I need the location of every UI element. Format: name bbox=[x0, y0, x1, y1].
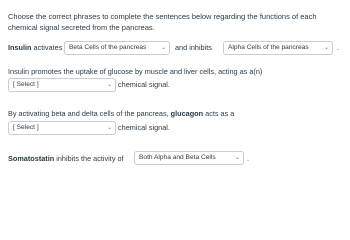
q4-select-value: Both Alpha and Beta Cells bbox=[139, 154, 216, 161]
q1-end: . bbox=[337, 43, 340, 52]
q1-select-b-value: Alpha Cells of the pancreas bbox=[228, 44, 309, 51]
q3-after: chemical signal. bbox=[118, 123, 170, 132]
q2-select[interactable] bbox=[8, 78, 116, 92]
chevron-down-icon: ⌄ bbox=[323, 45, 329, 51]
q4-end: . bbox=[247, 154, 250, 163]
q1-select-a-value: Beta Cells of the pancreas bbox=[69, 44, 147, 51]
q3-subject: glucagon bbox=[170, 109, 204, 118]
q1-subject: Insulin bbox=[8, 43, 32, 52]
q4-select[interactable] bbox=[134, 151, 244, 165]
chevron-down-icon: ⌄ bbox=[234, 155, 240, 161]
q1-sentence-start bbox=[8, 43, 62, 53]
q1-text-b: and inhibits bbox=[175, 43, 212, 52]
q3-select-value: [ Select ] bbox=[13, 124, 39, 131]
q3-text-b: acts as a bbox=[205, 109, 235, 118]
q4-subject: Somatostatin bbox=[8, 154, 55, 163]
q3-sentence bbox=[8, 109, 234, 119]
q2-after: chemical signal. bbox=[118, 80, 170, 89]
q1-select-b[interactable] bbox=[223, 41, 333, 55]
q3-select[interactable] bbox=[8, 121, 116, 135]
chevron-down-icon: ⌄ bbox=[106, 125, 112, 131]
q2-select-value: [ Select ] bbox=[13, 81, 39, 88]
q4-text: inhibits the activity of bbox=[56, 154, 124, 163]
q1-text-a: activates bbox=[33, 43, 63, 52]
q4-sentence bbox=[8, 154, 124, 164]
q1-select-a[interactable] bbox=[64, 41, 170, 55]
q2-sentence: Insulin promotes the uptake of glucose by muscle and liver cells, acting as a(n) bbox=[8, 67, 263, 76]
chevron-down-icon: ⌄ bbox=[106, 82, 112, 88]
instructions: Choose the correct phrases to complete the sentences below regarding the functions of each chemical signal secreted from the pancreas. bbox=[8, 12, 317, 32]
chevron-down-icon: ⌄ bbox=[160, 45, 166, 51]
q3-text-a: By activating beta and delta cells of the pancreas, bbox=[8, 109, 169, 118]
